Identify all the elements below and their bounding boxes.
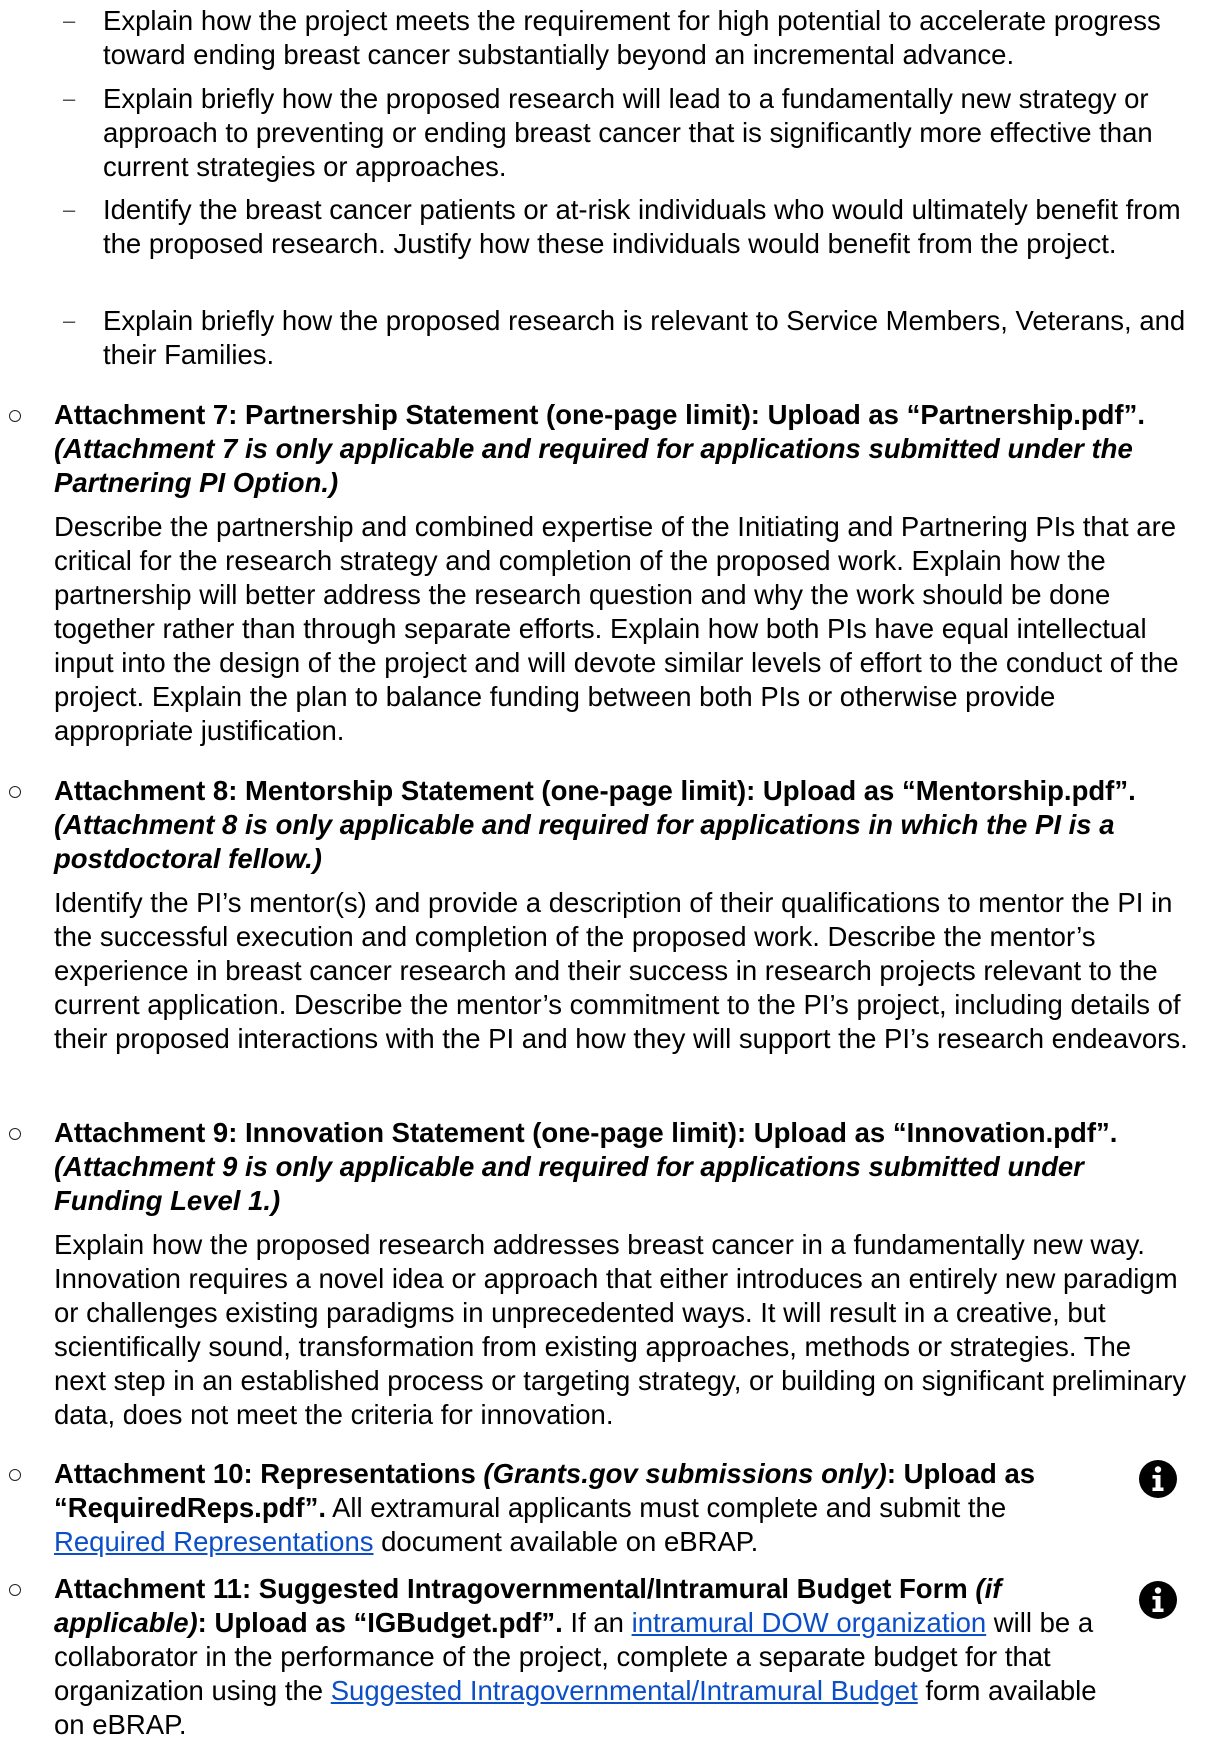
attachment-7-body: Describe the partnership and combined expertise of the Initiating and Partnering PIs that are critical for the research strategy and completion of the proposed work. Explain how the partnership will better address the research question and why the work should be done together rather than through separate efforts. Explain how both PIs have equal intellectual input into the design of the project and will devote similar levels of effort to the conduct of the project. Explain the plan to balance funding between both PIs or otherwise provide appropriate justification. — [54, 511, 1179, 746]
list-item-text: Identify the breast cancer patients or at-risk individuals who would ultimately benefit from the proposed research. Justify how these individuals would benefit from the project. — [103, 194, 1181, 259]
suggested-budget-link[interactable]: Suggested Intragovernmental/Intramural Budget — [330, 1675, 918, 1706]
dash-marker: – — [63, 197, 76, 222]
attachment-7-title: Attachment 7: Partnership Statement (one-page limit): Upload as “Partnership.pdf”. — [54, 399, 1145, 430]
intramural-dow-organization-link[interactable]: intramural DOW organization — [631, 1607, 987, 1638]
attachment-10-text — [54, 1457, 1100, 1559]
attachment-9-note: (Attachment 9 is only applicable and required for applications submitted under Funding Level 1.) — [54, 1151, 1084, 1216]
attachment-8-title: Attachment 8: Mentorship Statement (one-page limit): Upload as “Mentorship.pdf”. — [54, 775, 1136, 806]
circle-bullet-icon — [9, 410, 21, 422]
attachment-8-body: Identify the PI’s mentor(s) and provide a description of their qualifications to mentor the PI in the successful execution and completion of the proposed work. Describe the mentor’s experience in breast cancer research and their success in research projects relevant to the current application. Describe the mentor’s commitment to the PI’s project, including details of their proposed interactions with the PI and how they will support the PI’s research endeavors. — [54, 887, 1188, 1054]
circle-bullet-icon — [9, 1584, 21, 1596]
circle-bullet-icon — [9, 1469, 21, 1481]
attachment-11-title-note: (if applicable) — [54, 1573, 1002, 1638]
attachment-11-desc-mid: will be a collaborator in the performance of the project, complete a separate budget for that organization using the — [54, 1607, 1094, 1706]
dash-marker: – — [63, 308, 76, 333]
attachment-10-upload: : Upload as “RequiredReps.pdf”. — [54, 1458, 1036, 1523]
attachment-11-desc: If an — [562, 1607, 632, 1638]
required-representations-link[interactable]: Required Representations — [54, 1526, 374, 1557]
attachment-9-heading — [54, 1116, 1190, 1218]
attachment-7-heading — [54, 398, 1190, 500]
attachment-10-title: Attachment 10: Representations — [54, 1458, 476, 1489]
attachment-8-heading — [54, 774, 1190, 876]
circle-bullet-icon — [9, 1128, 21, 1140]
info-icon[interactable] — [1138, 1459, 1178, 1499]
attachment-11-upload: : Upload as “IGBudget.pdf”. — [197, 1607, 563, 1638]
attachment-11-text — [54, 1572, 1100, 1742]
attachment-7-note: (Attachment 7 is only applicable and required for applications submitted under the Partnering PI Option.) — [54, 433, 1133, 498]
dash-marker: – — [63, 8, 76, 33]
circle-bullet-icon — [9, 786, 21, 798]
info-icon[interactable] — [1138, 1580, 1178, 1620]
attachment-11-desc-end: form available on eBRAP. — [54, 1675, 1097, 1740]
attachment-9-body: Explain how the proposed research addresses breast cancer in a fundamentally new way. Innovation requires a novel idea or approach that either introduces an entirely new paradigm or challenges existing paradigms in unprecedented ways. It will result in a creative, but scientifically sound, transformation from existing approaches, methods or strategies. The next step in an established process or targeting strategy, or building on significant preliminary data, does not meet the criteria for innovation. — [54, 1229, 1187, 1430]
list-item-text: Explain briefly how the proposed research will lead to a fundamentally new strategy or approach to preventing or ending breast cancer that is significantly more effective than current strategies or approaches. — [103, 83, 1153, 182]
dash-marker: – — [63, 86, 76, 111]
list-item-text: Explain briefly how the proposed research is relevant to Service Members, Veterans, and their Families. — [103, 305, 1186, 370]
attachment-8-note: (Attachment 8 is only applicable and required for applications in which the PI is a postdoctoral fellow.) — [54, 809, 1115, 874]
attachment-11-title: Attachment 11: Suggested Intragovernmental/Intramural Budget Form — [54, 1573, 968, 1604]
attachment-10-desc: All extramural applicants must complete and submit the — [325, 1492, 1007, 1523]
attachment-10-desc-end: document available on eBRAP. — [373, 1526, 759, 1557]
attachment-10-title-note: (Grants.gov submissions only) — [483, 1458, 887, 1489]
attachment-9-title: Attachment 9: Innovation Statement (one-page limit): Upload as “Innovation.pdf”. — [54, 1117, 1118, 1148]
list-item-text: Explain how the project meets the requirement for high potential to accelerate progress toward ending breast cancer substantially beyond an incremental advance. — [103, 5, 1161, 70]
